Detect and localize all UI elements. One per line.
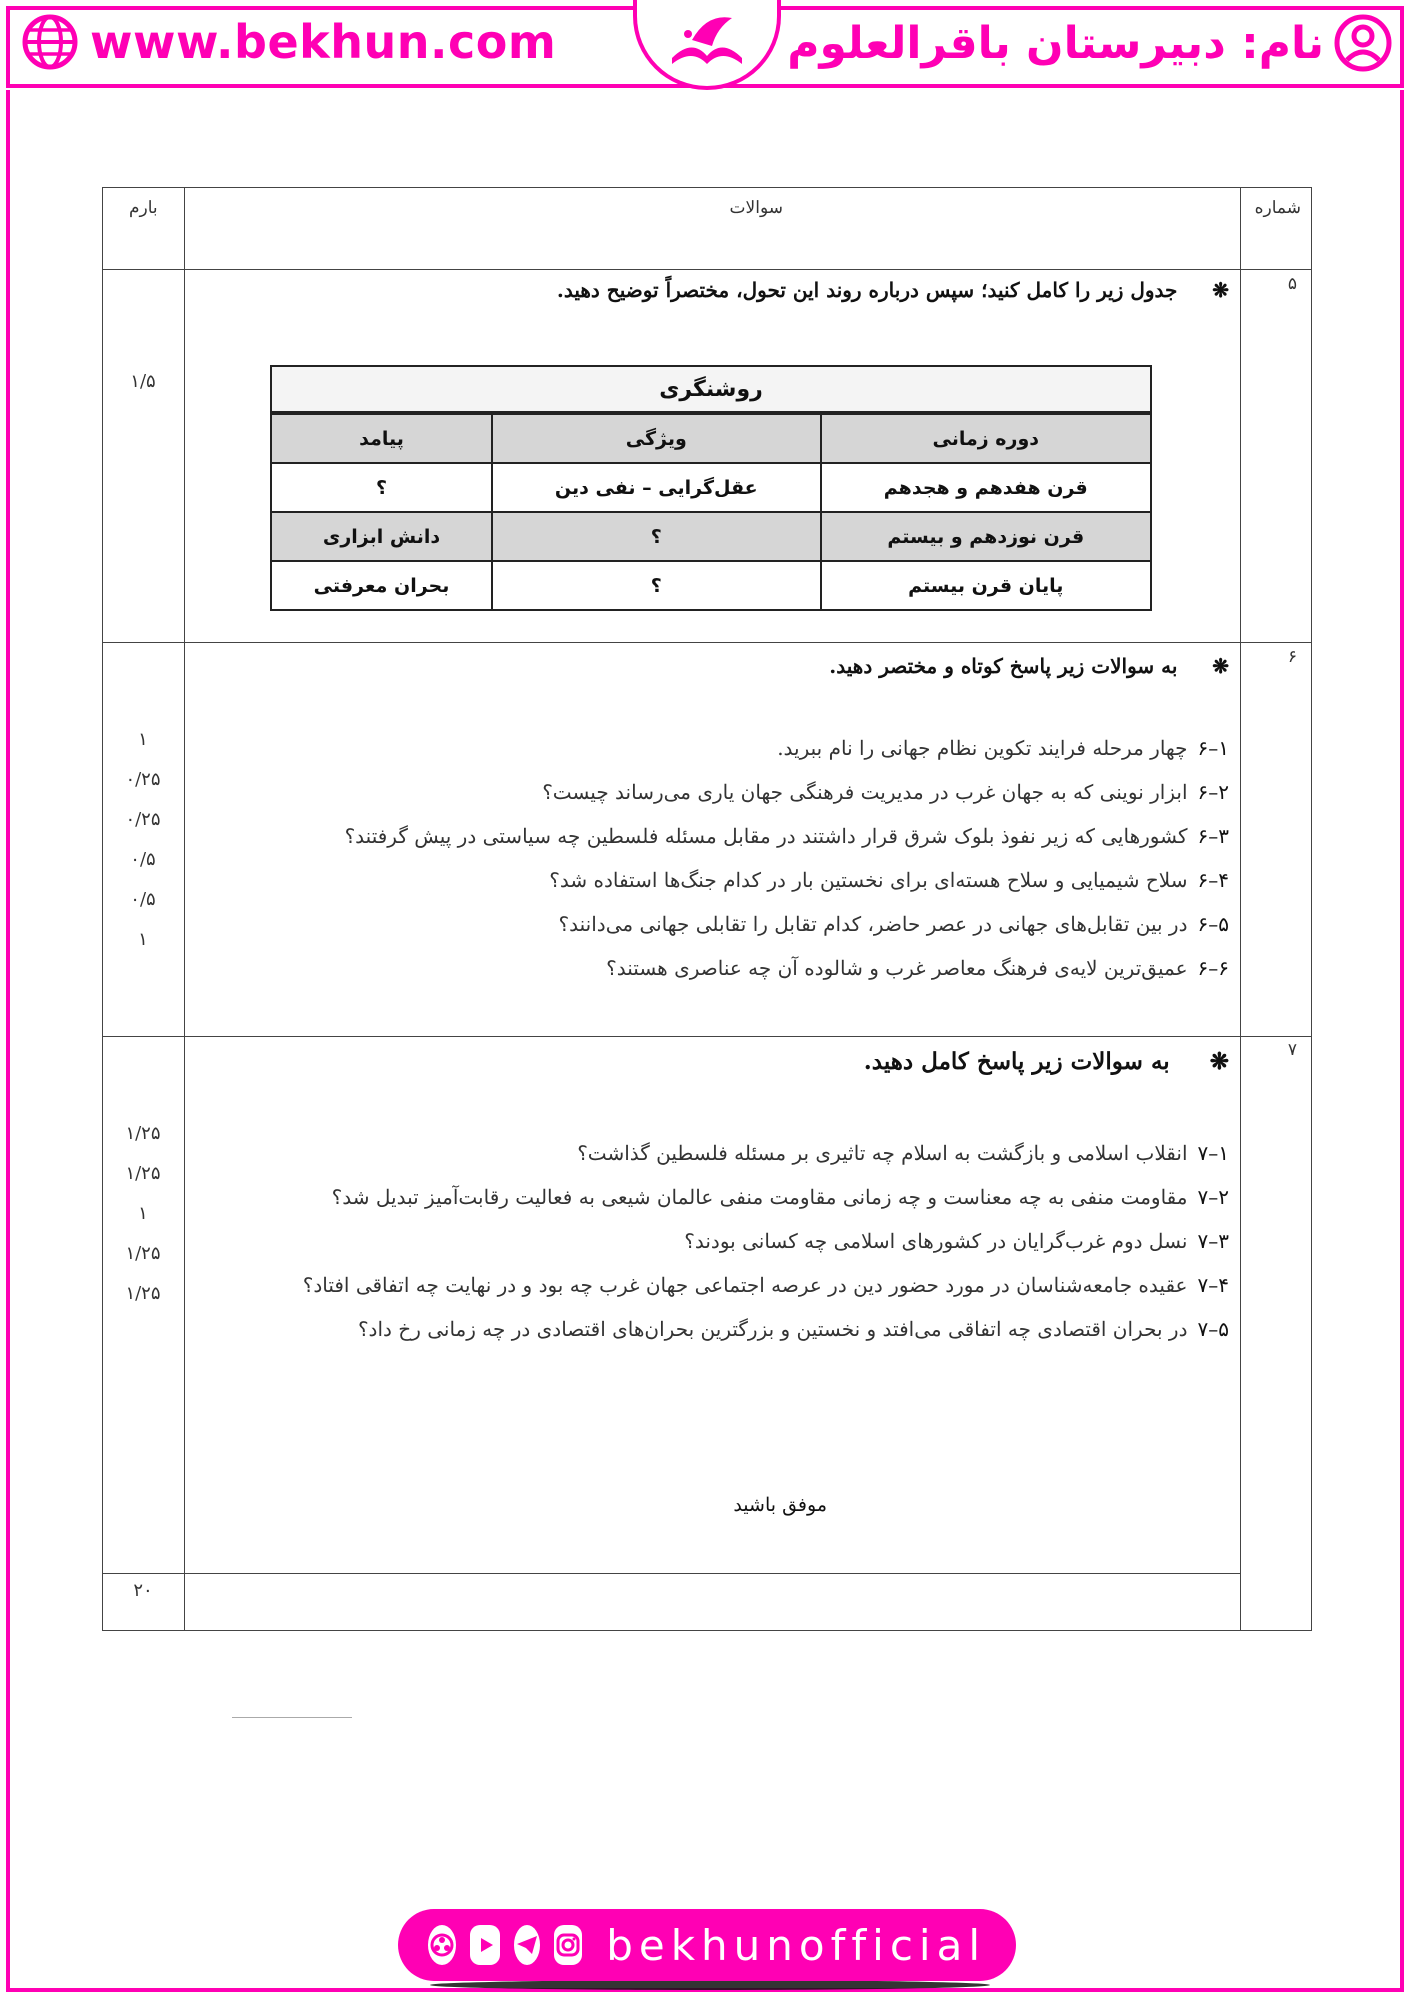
table-cell: ؟ <box>492 561 821 610</box>
question-6-4 <box>549 868 1229 892</box>
footer-shadow <box>430 1980 990 1990</box>
question-text: انقلاب اسلامی و بازگشت به اسلام چه تاثیری بر مسئله فلسطین گذاشت؟ <box>577 1141 1188 1165</box>
section5-number: ۵ <box>1287 274 1297 294</box>
question-number: ۶–۶ <box>1197 956 1229 980</box>
question-text: کشورهایی که زیر نفوذ بلوک شرق قرار داشتند در مقابل مسئله فلسطین چه سیاستی در پیش گرفتند؟ <box>344 824 1188 848</box>
table-row <box>271 512 1151 561</box>
question-7-3 <box>684 1229 1229 1253</box>
table-cell: ؟ <box>271 463 492 512</box>
table-cell: ؟ <box>492 512 821 561</box>
book-logo-icon <box>662 8 752 78</box>
website-text: www.bekhun.com <box>90 15 557 69</box>
section5-score: ۱/۵ <box>130 371 156 392</box>
question-7-1 <box>577 1141 1229 1165</box>
score-6-2: ۰/۲۵ <box>125 769 161 790</box>
question-number: ۵–۷ <box>1197 1317 1229 1341</box>
score-7-4: ۱/۲۵ <box>125 1243 161 1264</box>
question-number: ۲–۶ <box>1197 780 1229 804</box>
question-6-2 <box>542 780 1229 804</box>
row-divider-7 <box>103 1573 1241 1574</box>
table-cell: قرن هفدهم و هجدهم <box>821 463 1151 512</box>
table-header-result: پیامد <box>271 413 492 463</box>
table-cell: عقل‌گرایی – نفی دین <box>492 463 821 512</box>
question-number: ۳–۶ <box>1197 824 1229 848</box>
row-divider-5 <box>103 642 1311 643</box>
name-field <box>787 14 1392 72</box>
col-divider-score <box>184 188 185 1630</box>
question-text: نسل دوم غرب‌گرایان در کشورهای اسلامی چه کسانی بودند؟ <box>684 1229 1188 1253</box>
closing-text: موفق باشید <box>733 1494 827 1516</box>
score-6-4: ۰/۵ <box>130 849 156 870</box>
score-7-3: ۱ <box>138 1203 148 1224</box>
question-7-2 <box>332 1185 1229 1209</box>
table-header-period: دوره زمانی <box>821 413 1151 463</box>
website-link[interactable] <box>22 14 556 70</box>
section6-number: ۶ <box>1287 647 1297 667</box>
name-label: نام: دبیرستان باقرالعلوم <box>787 17 1324 69</box>
total-score: ۲۰ <box>133 1580 153 1601</box>
question-number: ۴–۷ <box>1197 1273 1229 1297</box>
table-title: روشنگری <box>271 366 1151 413</box>
top-bar <box>0 0 1414 90</box>
section6-instruction: ❋ به سوالات زیر پاسخ کوتاه و مختصر دهید. <box>829 654 1229 678</box>
question-7-4 <box>303 1273 1229 1297</box>
question-6-5 <box>559 912 1229 936</box>
question-text: در بحران اقتصادی چه اتفاقی می‌افتد و نخستین و بزرگترین بحران‌های اقتصادی در چه زمانی رخ داد؟ <box>357 1317 1188 1341</box>
col-divider-number <box>1240 188 1241 1630</box>
question-number: ۳–۷ <box>1197 1229 1229 1253</box>
table-header-feature: ویژگی <box>492 413 821 463</box>
section7-number: ۷ <box>1287 1040 1297 1060</box>
question-text: چهار مرحله فرایند تکوین نظام جهانی را نام ببرید. <box>777 736 1188 760</box>
row-divider-header <box>103 269 1311 270</box>
question-6-1 <box>777 736 1229 760</box>
score-6-1: ۱ <box>138 729 148 750</box>
table-cell: بحران معرفتی <box>271 561 492 610</box>
score-6-6: ۱ <box>138 929 148 950</box>
section7-instruction: ❋ به سوالات زیر پاسخ کامل دهید. <box>863 1048 1229 1075</box>
score-6-3: ۰/۲۵ <box>125 809 161 830</box>
question-6-3 <box>345 824 1229 848</box>
social-handle[interactable]: bekhunofficial <box>606 1920 986 1970</box>
divider <box>232 1717 352 1718</box>
row-divider-6 <box>103 1036 1311 1037</box>
enlightenment-table <box>270 365 1152 611</box>
header-score: بارم <box>129 198 158 218</box>
question-number: ۵–۶ <box>1197 912 1229 936</box>
user-icon <box>1334 14 1392 72</box>
instagram-icon[interactable] <box>554 1925 582 1965</box>
table-cell: پایان قرن بیستم <box>821 561 1151 610</box>
social-footer <box>398 1909 1016 1981</box>
table-row <box>271 463 1151 512</box>
question-number: ۱–۷ <box>1197 1141 1229 1165</box>
question-number: ۲–۷ <box>1197 1185 1229 1209</box>
header-questions: سوالات <box>729 198 783 218</box>
telegram-icon[interactable] <box>514 1925 540 1965</box>
score-7-5: ۱/۲۵ <box>125 1283 161 1304</box>
score-7-1: ۱/۲۵ <box>125 1123 161 1144</box>
question-text: ابزار نوینی که به جهان غرب در مدیریت فرهنگی جهان یاری می‌رساند چیست؟ <box>542 780 1188 804</box>
score-7-2: ۱/۲۵ <box>125 1163 161 1184</box>
question-text: در بین تقابل‌های جهانی در عصر حاضر، کدام تقابل را تقابلی جهانی می‌دانند؟ <box>558 912 1188 936</box>
globe-icon <box>22 14 78 70</box>
question-text: عقیده جامعه‌شناسان در مورد حضور دین در عرصه اجتماعی جهان غرب چه بود و در نهایت چه اتفاقی افتاد؟ <box>302 1273 1188 1297</box>
table-row <box>271 561 1151 610</box>
question-text: مقاومت منفی به چه معناست و چه زمانی مقاومت منفی عالمان شیعی به فعالیت رقابت‌آمیز تبدیل شد؟ <box>331 1185 1188 1209</box>
header-number: شماره <box>1254 198 1301 218</box>
question-text: عمیق‌ترین لایه‌ی فرهنگ معاصر غرب و شالوده آن چه عناصری هستند؟ <box>606 956 1188 980</box>
table-cell: دانش ابزاری <box>271 512 492 561</box>
question-7-5 <box>358 1317 1229 1341</box>
question-number: ۱–۶ <box>1197 736 1229 760</box>
question-number: ۴–۶ <box>1197 868 1229 892</box>
question-text: سلاح شیمیایی و سلاح هسته‌ای برای نخستین بار در کدام جنگ‌ها استفاده شد؟ <box>549 868 1188 892</box>
question-6-6 <box>606 956 1229 980</box>
section5-instruction: ❋ جدول زیر را کامل کنید؛ سپس درباره روند این تحول، مختصراً توضیح دهید. <box>556 278 1229 302</box>
score-6-5: ۰/۵ <box>130 889 156 910</box>
table-cell: قرن نوزدهم و بیستم <box>821 512 1151 561</box>
podcast-icon[interactable] <box>428 1925 456 1965</box>
youtube-icon[interactable] <box>470 1925 500 1965</box>
